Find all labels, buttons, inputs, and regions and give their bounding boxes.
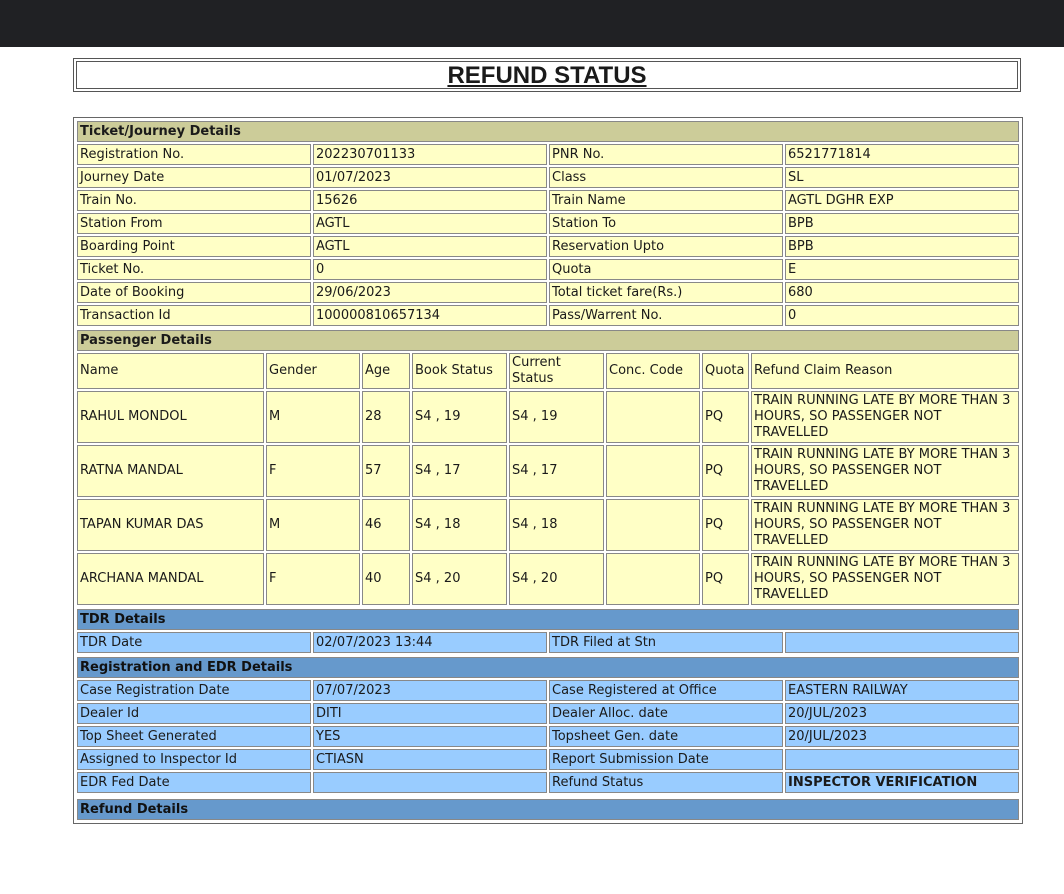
ticket-value: 6521771814 [785,144,1019,165]
passenger-cell [606,391,700,443]
ticket-label: Train No. [77,190,311,211]
ticket-row [77,144,1019,165]
refund-status-panel [73,117,1023,824]
edr-value: 20/JUL/2023 [785,726,1019,747]
ticket-value: AGTL [313,236,547,257]
tdr-value: 02/07/2023 13:44 [313,632,547,653]
passenger-cell: RATNA MANDAL [77,445,264,497]
ticket-value: 0 [313,259,547,280]
tdr-section-title: TDR Details [77,609,1019,630]
edr-value: YES [313,726,547,747]
edr-label: Refund Status [549,772,783,793]
edr-value: EASTERN RAILWAY [785,680,1019,701]
passenger-cell: F [266,445,360,497]
passenger-cell: S4 , 20 [412,553,507,605]
passenger-cell: TAPAN KUMAR DAS [77,499,264,551]
passenger-header-row [77,353,1019,389]
ticket-value: E [785,259,1019,280]
ticket-journey-table [75,119,1021,328]
edr-label: Report Submission Date [549,749,783,770]
passenger-cell: TRAIN RUNNING LATE BY MORE THAN 3 HOURS, SO PASSENGER NOT TRAVELLED [751,445,1019,497]
passenger-cell: 28 [362,391,410,443]
passenger-cell: S4 , 19 [412,391,507,443]
edr-value: INSPECTOR VERIFICATION [785,772,1019,793]
ticket-value: BPB [785,213,1019,234]
page-title: REFUND STATUS [447,62,647,89]
refund-section-title: Refund Details [77,799,1019,820]
edr-label: Dealer Id [77,703,311,724]
edr-table [75,655,1021,795]
ticket-label: Quota [549,259,783,280]
ticket-label: Transaction Id [77,305,311,326]
passenger-cell: TRAIN RUNNING LATE BY MORE THAN 3 HOURS, SO PASSENGER NOT TRAVELLED [751,553,1019,605]
edr-row [77,772,1019,793]
edr-row [77,749,1019,770]
passenger-table [75,328,1021,607]
page-title-box [73,58,1021,92]
passenger-cell: S4 , 18 [412,499,507,551]
ticket-row [77,190,1019,211]
ticket-label: Train Name [549,190,783,211]
edr-row [77,726,1019,747]
edr-value [785,749,1019,770]
passenger-cell: 46 [362,499,410,551]
passenger-cell: TRAIN RUNNING LATE BY MORE THAN 3 HOURS, SO PASSENGER NOT TRAVELLED [751,499,1019,551]
passenger-cell [606,553,700,605]
edr-label: EDR Fed Date [77,772,311,793]
edr-row [77,703,1019,724]
ticket-row [77,259,1019,280]
ticket-value: SL [785,167,1019,188]
edr-label: Dealer Alloc. date [549,703,783,724]
passenger-column-header: Gender [266,353,360,389]
passenger-section-title: Passenger Details [77,330,1019,351]
ticket-row [77,167,1019,188]
ticket-value: BPB [785,236,1019,257]
ticket-value: 0 [785,305,1019,326]
edr-value: 07/07/2023 [313,680,547,701]
passenger-cell: S4 , 20 [509,553,604,605]
edr-label: Top Sheet Generated [77,726,311,747]
ticket-value: AGTL [313,213,547,234]
edr-value [313,772,547,793]
browser-top-bar [0,0,1064,47]
ticket-label: Pass/Warrent No. [549,305,783,326]
ticket-label: Total ticket fare(Rs.) [549,282,783,303]
passenger-cell: S4 , 17 [412,445,507,497]
passenger-cell: RAHUL MONDOL [77,391,264,443]
edr-section-title: Registration and EDR Details [77,657,1019,678]
passenger-cell: PQ [702,391,749,443]
ticket-label: Class [549,167,783,188]
ticket-value: 15626 [313,190,547,211]
passenger-column-header: Conc. Code [606,353,700,389]
ticket-value: 680 [785,282,1019,303]
edr-value: CTIASN [313,749,547,770]
edr-row [77,680,1019,701]
passenger-column-header: Name [77,353,264,389]
tdr-table [75,607,1021,655]
edr-label: Case Registered at Office [549,680,783,701]
passenger-row [77,445,1019,497]
edr-value: DITI [313,703,547,724]
ticket-section-title: Ticket/Journey Details [77,121,1019,142]
passenger-row [77,391,1019,443]
passenger-cell: ARCHANA MANDAL [77,553,264,605]
ticket-row [77,236,1019,257]
tdr-label: TDR Filed at Stn [549,632,783,653]
passenger-cell: S4 , 18 [509,499,604,551]
passenger-cell [606,499,700,551]
passenger-column-header: Current Status [509,353,604,389]
ticket-value: 29/06/2023 [313,282,547,303]
ticket-value: 202230701133 [313,144,547,165]
tdr-label: TDR Date [77,632,311,653]
ticket-label: Date of Booking [77,282,311,303]
ticket-label: PNR No. [549,144,783,165]
ticket-label: Station From [77,213,311,234]
tdr-value [785,632,1019,653]
ticket-label: Registration No. [77,144,311,165]
ticket-value: 01/07/2023 [313,167,547,188]
passenger-cell: TRAIN RUNNING LATE BY MORE THAN 3 HOURS, SO PASSENGER NOT TRAVELLED [751,391,1019,443]
ticket-label: Reservation Upto [549,236,783,257]
passenger-row [77,553,1019,605]
passenger-column-header: Age [362,353,410,389]
tdr-row [77,632,1019,653]
passenger-cell [606,445,700,497]
passenger-cell: 57 [362,445,410,497]
ticket-value: AGTL DGHR EXP [785,190,1019,211]
passenger-cell: PQ [702,445,749,497]
ticket-label: Station To [549,213,783,234]
passenger-cell: M [266,499,360,551]
edr-value: 20/JUL/2023 [785,703,1019,724]
ticket-label: Journey Date [77,167,311,188]
edr-label: Case Registration Date [77,680,311,701]
edr-label: Assigned to Inspector Id [77,749,311,770]
passenger-cell: 40 [362,553,410,605]
ticket-label: Ticket No. [77,259,311,280]
edr-label: Topsheet Gen. date [549,726,783,747]
passenger-row [77,499,1019,551]
refund-details-table [75,797,1021,822]
ticket-row [77,282,1019,303]
passenger-cell: PQ [702,553,749,605]
passenger-cell: S4 , 17 [509,445,604,497]
passenger-column-header: Refund Claim Reason [751,353,1019,389]
passenger-cell: PQ [702,499,749,551]
ticket-value: 100000810657134 [313,305,547,326]
passenger-column-header: Book Status [412,353,507,389]
passenger-cell: S4 , 19 [509,391,604,443]
passenger-cell: M [266,391,360,443]
ticket-row [77,305,1019,326]
passenger-cell: F [266,553,360,605]
ticket-row [77,213,1019,234]
passenger-column-header: Quota [702,353,749,389]
ticket-label: Boarding Point [77,236,311,257]
